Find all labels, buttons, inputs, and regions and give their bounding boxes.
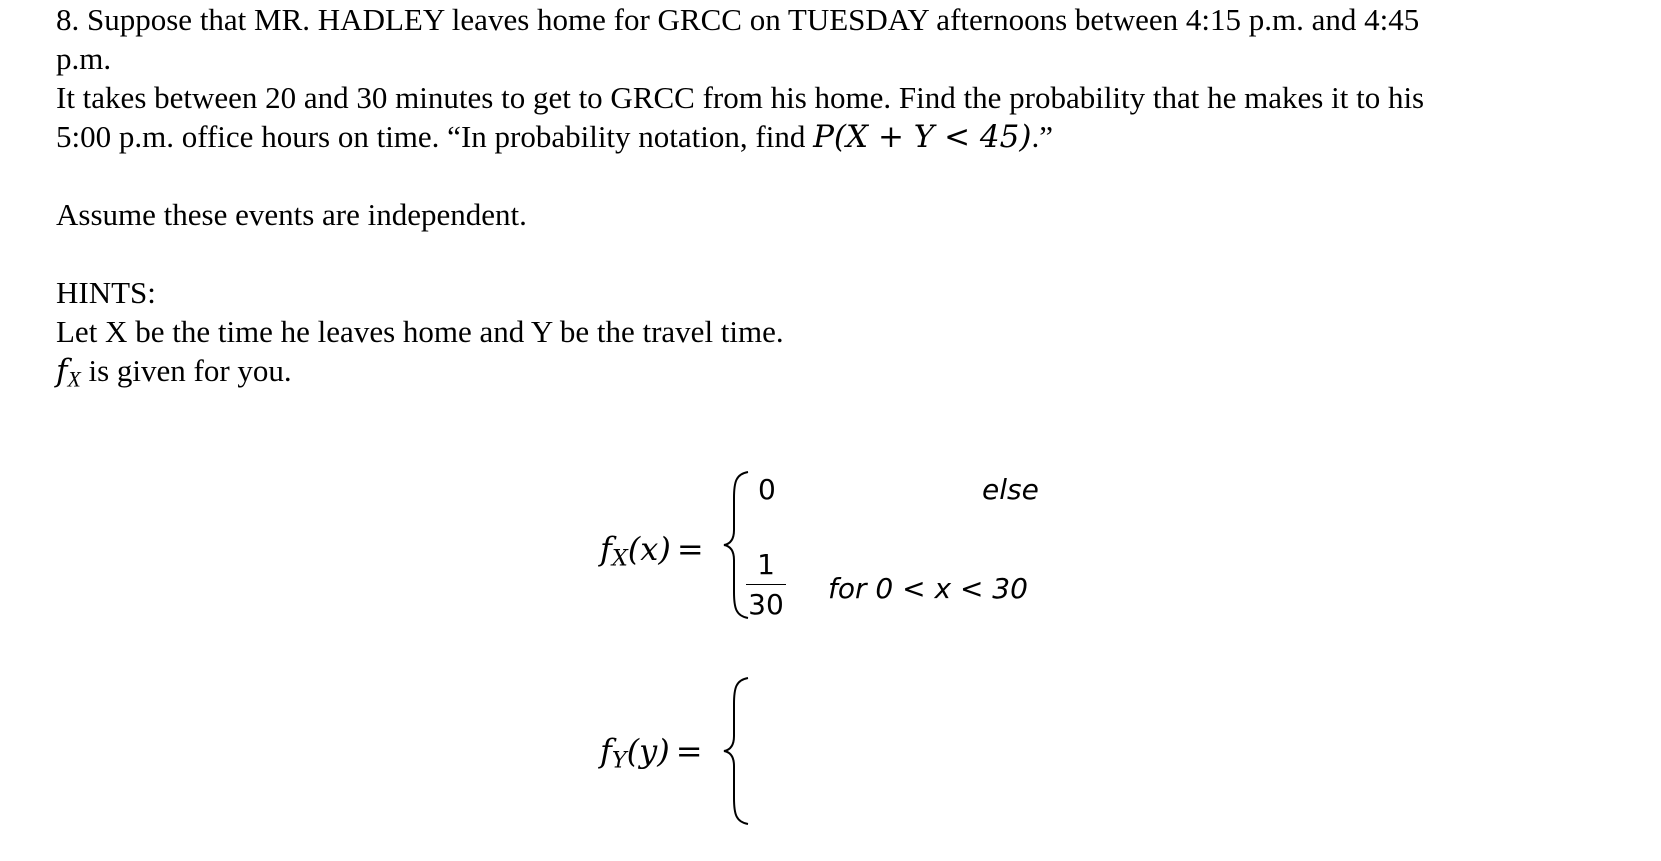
fy-brace [722, 676, 752, 826]
problem-line-2: p.m. [56, 41, 112, 76]
hint-line-1: Let X be the time he leaves home and Y be the travel time. [56, 314, 784, 349]
probability-expression: P(X + Y < 45) [813, 119, 1032, 155]
problem-line-4 [56, 117, 1636, 157]
problem-line-4-end: .” [1031, 119, 1053, 154]
fx-case2-fraction [746, 548, 786, 622]
fx-case2-condition: for 0 < x < 30 [828, 572, 1028, 605]
fx-symbol: f [56, 353, 68, 389]
hint-line-2-text: is given for you. [80, 353, 292, 388]
hints-section [56, 273, 784, 399]
hint-line-2 [56, 351, 784, 399]
fy-function-label: $f_Y(y)$ = [600, 732, 703, 774]
hints-heading: HINTS: [56, 275, 156, 310]
fraction-numerator: 1 [757, 548, 775, 581]
fx-case1-value: 0 [758, 473, 776, 506]
problem-line-3: It takes between 20 and 30 minutes to get to GRCC from his home. Find the probability that he makes it to his [56, 80, 1425, 115]
problem-line-4-text: 5:00 p.m. office hours on time. “In probability notation, find [56, 119, 814, 154]
fx-case1-condition: else [982, 473, 1039, 506]
fraction-denominator: 30 [748, 588, 784, 621]
fx-function-label: $f_X(x)$ = [600, 530, 704, 572]
problem-line-1: 8. Suppose that MR. HADLEY leaves home for GRCC on TUESDAY afternoons between 4:15 p.m. and 4:45 [56, 2, 1420, 37]
problem-statement [56, 0, 1636, 157]
assumption-text: Assume these events are independent. [56, 197, 527, 232]
fraction-bar [746, 584, 786, 585]
fx-subscript: X [67, 367, 81, 392]
